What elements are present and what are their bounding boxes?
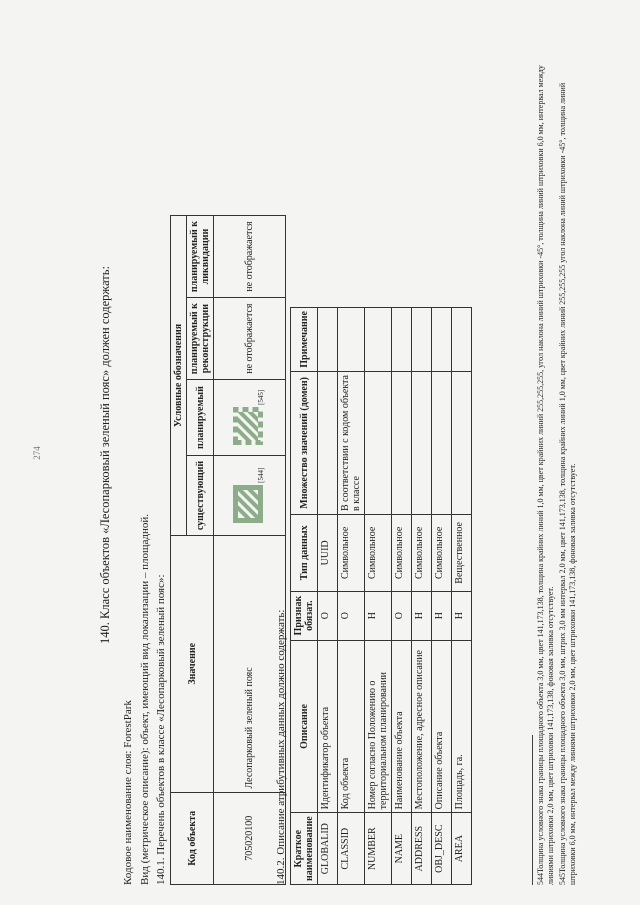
- header-planned-reconstruction: планируемый к реконструкции: [187, 298, 214, 380]
- cell-required: Н: [365, 591, 392, 640]
- cell-note: [412, 308, 432, 372]
- cell-short-name: NUMBER: [365, 813, 392, 885]
- cell-short-name: NAME: [392, 813, 412, 885]
- cell-description: Номер согласно Положению о территориальном планировании: [365, 640, 392, 813]
- cell-description: Описание объекта: [432, 640, 452, 813]
- cell-short-name: GLOBALID: [318, 813, 338, 885]
- header-value: Значение: [171, 535, 214, 792]
- cell-short-name: ADDRESS: [412, 813, 432, 885]
- cell-note: [432, 308, 452, 372]
- section-title: 140. Класс объектов «Лесопарковый зеленый пояс» должен содержать:: [98, 266, 112, 644]
- cell-data-type: Символьное: [365, 515, 392, 592]
- view-line: Вид (метрическое описание): объект, имеющий вид локализации – площадной.: [139, 513, 151, 885]
- header-legend: Условные обозначения: [171, 216, 187, 536]
- cell-data-type: Символьное: [432, 515, 452, 592]
- header-short-name: Краткое наименование: [291, 813, 318, 885]
- cell-note: [452, 308, 472, 372]
- page-number: 274: [32, 446, 42, 460]
- footnote-544: 544Толщина условного знака границы площадного объекта 3,0 мм, цвет 141,173,138, толщина крайних линий 1,0 мм, цвет крайних линий 255,255,255, угол наклона линий штриховки -45°, толщина линий штриховки 6,0 мм, интервал между линиями штриховки 2,0 мм, цвет штриховки 141,173,138, фоновая заливка отсутствует.: [536, 65, 555, 885]
- cell-note: [338, 308, 365, 372]
- footnote-ref-544: [544]: [256, 467, 265, 483]
- attributes-table-body: [318, 308, 472, 885]
- header-existing: существующий: [187, 455, 214, 535]
- table-row: [412, 308, 432, 885]
- cell-short-name: CLASSID: [338, 813, 365, 885]
- cell-description: Код объекта: [338, 640, 365, 813]
- footnote-divider: [532, 735, 533, 885]
- cell-data-type: Символьное: [392, 515, 412, 592]
- cell-domain: [432, 371, 452, 514]
- table-row: [452, 308, 472, 885]
- cell-existing-symbol: [214, 455, 286, 535]
- header-required: Признак обязат.: [291, 591, 318, 640]
- cell-short-name: OBJ_DESC: [432, 813, 452, 885]
- cell-domain: В соответствии с кодом объекта в классе: [338, 371, 365, 514]
- footnote-ref-545: [545]: [256, 389, 265, 405]
- table-row: [365, 308, 392, 885]
- header-description: Описание: [291, 640, 318, 813]
- cell-liquidation: не отображается: [214, 216, 286, 298]
- cell-note: [392, 308, 412, 372]
- cell-data-type: Символьное: [338, 515, 365, 592]
- cell-required: О: [392, 591, 412, 640]
- cell-data-type: Вещественное: [452, 515, 472, 592]
- attributes-table: [290, 307, 472, 885]
- table-row: [318, 308, 338, 885]
- header-note: Примечание: [291, 308, 318, 372]
- cell-note: [365, 308, 392, 372]
- cell-description: Местоположение, адресное описание: [412, 640, 432, 813]
- header-domain: Множество значений (домен): [291, 371, 318, 514]
- cell-description: Идентификатор объекта: [318, 640, 338, 813]
- subsection-2-title: 140.2. Описание атрибутивных данных должно содержать:: [275, 609, 287, 885]
- cell-description: Площадь, га.: [452, 640, 472, 813]
- cell-note: [318, 308, 338, 372]
- cell-reconstruction: не отображается: [214, 298, 286, 380]
- footnote-545: 545Толщина условного знака границы площадного объекта 3,0 мм, штрих 3,0 мм интервал 2,0 мм, цвет 141,173,138, толщина крайних линий 1,0 мм, цвет крайних линий 255,255,255 угол наклона линий штриховки -45°, толщина линий штриховки 6,0 мм, интервал между линиями штриховки 2,0 мм, цвет штриховки 141,173,138, фоновая заливка отсутствует.: [558, 82, 577, 885]
- existing-forest-symbol-icon: [233, 485, 263, 523]
- code-line: Кодовое наименование слоя: ForestPark: [122, 700, 134, 885]
- cell-data-type: Символьное: [412, 515, 432, 592]
- table-header-row: [171, 216, 187, 885]
- table-header-row: [291, 308, 318, 885]
- cell-domain: [318, 371, 338, 514]
- planned-forest-symbol-icon: [233, 407, 263, 445]
- cell-domain: [412, 371, 432, 514]
- cell-data-type: UUID: [318, 515, 338, 592]
- objects-table: [170, 215, 286, 885]
- cell-planned-symbol: [214, 380, 286, 456]
- cell-code: 705020100: [214, 792, 286, 884]
- table-row: [338, 308, 365, 885]
- cell-required: Н: [412, 591, 432, 640]
- cell-domain: [365, 371, 392, 514]
- cell-short-name: AREA: [452, 813, 472, 885]
- cell-value: Лесопарковый зеленый пояс: [214, 535, 286, 792]
- header-code: Код объекта: [171, 792, 214, 884]
- cell-required: О: [318, 591, 338, 640]
- header-planned: планируемый: [187, 380, 214, 456]
- table-row: [392, 308, 412, 885]
- subsection-1-title: 140.1. Перечень объектов в классе «Лесопарковый зеленый пояс»:: [155, 574, 167, 885]
- cell-domain: [392, 371, 412, 514]
- header-data-type: Тип данных: [291, 515, 318, 592]
- table-row: [432, 308, 452, 885]
- cell-required: Н: [432, 591, 452, 640]
- cell-required: О: [338, 591, 365, 640]
- cell-description: Наименование объекта: [392, 640, 412, 813]
- header-planned-liquidation: планируемый к ликвидации: [187, 216, 214, 298]
- cell-required: Н: [452, 591, 472, 640]
- cell-domain: [452, 371, 472, 514]
